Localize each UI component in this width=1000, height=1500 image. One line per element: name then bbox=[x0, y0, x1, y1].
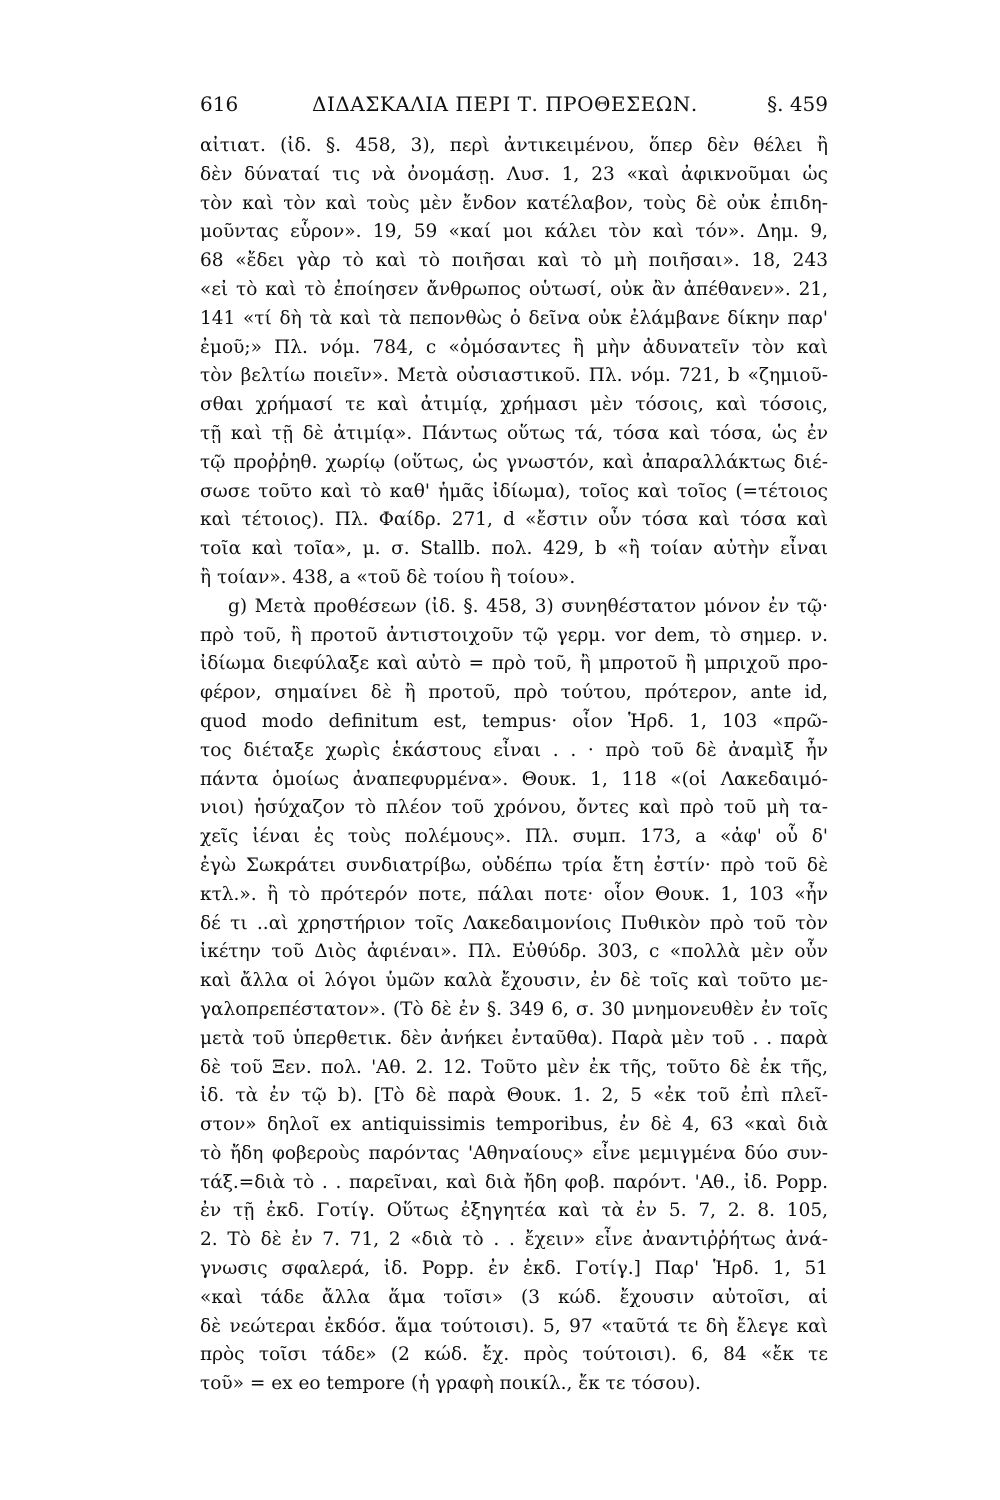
text-line: φέρον, σημαίνει δὲ ἢ προτοῦ, πρὸ τούτου, πρότερον, ante id, bbox=[200, 682, 828, 704]
text-line: δὲ νεώτεραι ἐκδόσ. ἅμα τούτοισι). 5, 97 «ταῦτά τε δὴ ἔλεγε καὶ bbox=[200, 1315, 828, 1337]
text-line: δέ τι ..αὶ χρηστήριον τοῖς Λακεδαιμονίοις Πυθικὸν πρὸ τοῦ τὸν bbox=[200, 912, 828, 934]
text-line: αἰτιατ. (ἰδ. §. 458, 3), περὶ ἀντικειμένου, ὅπερ δὲν θέλει ἢ bbox=[200, 135, 828, 156]
text-line: καὶ ἄλλα οἱ λόγοι ὑμῶν καλὰ ἔχουσιν, ἐν δὲ τοῖς καὶ τοῦτο με- bbox=[200, 970, 828, 992]
text-line: τῇ καὶ τῇ δὲ ἀτιμίᾳ». Πάντως οὕτως τά, τόσα καὶ τόσα, ὡς ἐν bbox=[200, 422, 828, 444]
text-line: τῷ προῤῥηθ. χωρίῳ (οὕτως, ὡς γνωστόν, καὶ ἀπαραλλάκτως διέ- bbox=[200, 451, 828, 473]
text-line: χεῖς ἰέναι ἐς τοὺς πολέμους». Πλ. συμπ. 173, a «ἀφ' οὗ δ' bbox=[200, 826, 828, 848]
text-line: ἐν τῇ ἐκδ. Γοτίγ. Οὕτως ἐξηγητέα καὶ τὰ ἐν 5. 7, 2. 8. 105, bbox=[200, 1200, 828, 1222]
page-number: 616 bbox=[200, 92, 239, 116]
text-line: ἱκέτην τοῦ Διὸς ἀφιέναι». Πλ. Εὐθύδρ. 303, c «πολλὰ μὲν οὖν bbox=[200, 941, 828, 963]
text-line: ἐμοῦ;» Πλ. νόμ. 784, c «ὀμόσαντες ἢ μὴν ἀδυνατεῖν τὸν καὶ bbox=[200, 336, 828, 358]
text-line: τὸν καὶ τὸν καὶ τοὺς μὲν ἔνδον κατέλαβον, τοὺς δὲ οὐκ ἐπιδη- bbox=[200, 192, 828, 214]
text-line: 68 «ἔδει γὰρ τὸ καὶ τὸ ποιῆσαι καὶ τὸ μὴ ποιῆσαι». 18, 243 bbox=[200, 250, 828, 272]
text-line: μοῦντας εὗρον». 19, 59 «καί μοι κάλει τὸν καὶ τόν». Δημ. 9, bbox=[200, 221, 828, 243]
text-line: 141 «τί δὴ τὰ καὶ τὰ πεπονθὼς ὁ δεῖνα οὐκ ἐλάμβανε δίκην παρ' bbox=[200, 307, 828, 329]
text-line: τάξ.=διὰ τὸ . . παρεῖναι, καὶ διὰ ἤδη φοβ. παρόντ. 'Αθ., ἰδ. Popp. bbox=[200, 1171, 828, 1193]
text-line: στον» δηλοῖ ex antiquissimis temporibus, ἐν δὲ 4, 63 «καὶ διὰ bbox=[200, 1114, 828, 1136]
text-line: πάντα ὁμοίως ἀναπεφυρμένα». Θουκ. 1, 118 «(οἱ Λακεδαιμό- bbox=[200, 768, 828, 790]
text-line: δὲν δύναταί τις νὰ ὀνομάσῃ. Λυσ. 1, 23 «καὶ ἀφικνοῦμαι ὡς bbox=[200, 163, 828, 185]
text-line: τὸν βελτίω ποιεῖν». Μετὰ οὐσιαστικοῦ. Πλ. νόμ. 721, b «ζημιοῦ- bbox=[200, 365, 828, 387]
text-line: τὸ ἤδη φοβεροὺς παρόντας 'Αθηναίους» εἶνε μεμιγμένα δύο συν- bbox=[200, 1142, 828, 1164]
text-line: γαλοπρεπέστατον». (Τὸ δὲ ἐν §. 349 6, σ. 30 μνημονευθὲν ἐν τοῖς bbox=[200, 998, 828, 1020]
text-line: τος διέταξε χωρὶς ἑκάστους εἶναι . . · πρὸ τοῦ δὲ ἀναμὶξ ἦν bbox=[200, 739, 828, 761]
text-line: «καὶ τάδε ἄλλα ἅμα τοῖσι» (3 κώδ. ἔχουσιν αὐτοῖσι, αἱ bbox=[200, 1286, 828, 1308]
text-line: ἢ τοίαν». 438, a «τοῦ δὲ τοίου ἢ τοίου». bbox=[200, 566, 576, 588]
text-line: 2. Τὸ δὲ ἐν 7. 71, 2 «διὰ τὸ . . ἔχειν» εἶνε ἀναντιῤῥήτως ἀνά- bbox=[200, 1229, 828, 1251]
text-line: πρὸ τοῦ, ἢ προτοῦ ἀντιστοιχοῦν τῷ γερμ. vor dem, τὸ σημερ. ν. bbox=[200, 624, 828, 646]
text-line: πρὸς τοῖσι τάδε» (2 κώδ. ἔχ. πρὸς τούτοισι). 6, 84 «ἔκ τε bbox=[200, 1344, 828, 1366]
text-line: κτλ.». ἢ τὸ πρότερόν ποτε, πάλαι ποτε· οἷον Θουκ. 1, 103 «ἦν bbox=[200, 883, 828, 905]
text-line: ἰδίωμα διεφύλαξε καὶ αὐτὸ = πρὸ τοῦ, ἢ μπροτοῦ ἢ μπριχοῦ προ- bbox=[200, 653, 828, 675]
running-title: ΔΙΔΑΣΚΑΛΙΑ ΠΕΡΙ Τ. ΠΡΟΘΕΣΕΩΝ. bbox=[312, 92, 698, 116]
text-line: ἰδ. τὰ ἐν τῷ b). [Τὸ δὲ παρὰ Θουκ. 1. 2, 5 «ἐκ τοῦ ἐπὶ πλεῖ- bbox=[200, 1085, 828, 1107]
text-line: νιοι) ἡσύχαζον τὸ πλέον τοῦ χρόνου, ὄντες καὶ πρὸ τοῦ μὴ τα- bbox=[200, 797, 828, 819]
text-line: μετὰ τοῦ ὑπερθετικ. δὲν ἀνήκει ἐνταῦθα). Παρὰ μὲν τοῦ . . παρὰ bbox=[200, 1027, 828, 1049]
paragraph-g-start: g) Μετὰ προθέσεων (ἰδ. §. 458, 3) συνηθέστατον μόνον ἐν τῷ· bbox=[228, 595, 828, 617]
text-line: «εἰ τὸ καὶ τὸ ἐποίησεν ἄνθρωπος οὑτωσί, οὐκ ἂν ἀπέθανεν». 21, bbox=[200, 278, 828, 300]
text-line: τοῖα καὶ τοῖα», μ. σ. Stallb. πολ. 429, b «ἢ τοίαν αὐτὴν εἶναι bbox=[200, 538, 828, 560]
text-line: δὲ τοῦ Ξεν. πολ. 'Αθ. 2. 12. Τοῦτο μὲν ἐκ τῆς, τοῦτο δὲ ἐκ τῆς, bbox=[200, 1056, 828, 1078]
text-line: ἐγὼ Σωκράτει συνδιατρίβω, οὐδέπω τρία ἔτη ἐστίν· πρὸ τοῦ δὲ bbox=[200, 854, 828, 876]
section-number: §. 459 bbox=[767, 92, 828, 116]
running-head bbox=[200, 92, 828, 120]
body-text bbox=[200, 132, 828, 1399]
text-line: σθαι χρήμασί τε καὶ ἀτιμίᾳ, χρήμασι μὲν τόσοις, καὶ τόσοις, bbox=[200, 394, 828, 416]
text-line: γνωσις σφαλερά, ἰδ. Popp. ἐν ἐκδ. Γοτίγ.] Παρ' Ἡρδ. 1, 51 bbox=[200, 1258, 828, 1280]
text-line: σωσε τοῦτο καὶ τὸ καθ' ἡμᾶς ἰδίωμα), τοῖος καὶ τοῖος (=τέτοιος bbox=[200, 480, 828, 502]
text-line: καὶ τέτοιος). Πλ. Φαίδρ. 271, d «ἔστιν οὖν τόσα καὶ τόσα καὶ bbox=[200, 509, 828, 531]
text-line: τοῦ» = ex eo tempore (ἡ γραφὴ ποικίλ., ἔκ τε τόσου). bbox=[200, 1373, 701, 1395]
text-line: quod modo definitum est, tempus· οἷον Ἡρδ. 1, 103 «πρῶ- bbox=[200, 710, 828, 732]
